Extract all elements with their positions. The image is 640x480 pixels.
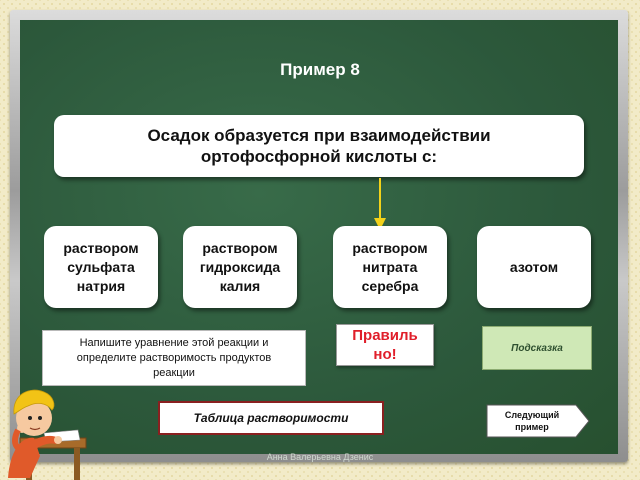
next-example-button[interactable] xyxy=(486,404,590,438)
hint-label: Подсказка xyxy=(511,342,563,354)
option-label: азотом xyxy=(509,258,559,275)
option-potassium-hydroxide[interactable] xyxy=(183,226,297,308)
arrow-icon xyxy=(370,178,390,232)
slide-title: Пример 8 xyxy=(280,60,360,79)
option-label: раствором гидроксида калия xyxy=(199,239,281,294)
option-label: раствором сульфата натрия xyxy=(63,239,139,294)
option-silver-nitrate[interactable] xyxy=(333,226,447,308)
feedback-correct xyxy=(336,324,434,366)
hint-button[interactable] xyxy=(482,326,592,370)
option-nitrogen[interactable] xyxy=(477,226,591,308)
task-text: Напишите уравнение этой реакции и определите растворимость продуктов реакции xyxy=(76,336,272,379)
question-text: Осадок образуется при взаимодействии ортофосфорной кислоты с: xyxy=(147,126,491,166)
next-label: Следующий пример xyxy=(504,410,560,432)
question-box xyxy=(54,115,584,177)
author-credit: Анна Валерьевна Дзенис xyxy=(266,452,374,462)
solubility-table-button[interactable] xyxy=(158,401,384,435)
schoolboy-illustration xyxy=(0,378,92,480)
option-label: раствором нитрата серебра xyxy=(352,239,428,294)
option-sodium-sulfate[interactable] xyxy=(44,226,158,308)
table-button-label: Таблица растворимости xyxy=(193,411,349,425)
feedback-text: Правиль но! xyxy=(352,327,418,363)
